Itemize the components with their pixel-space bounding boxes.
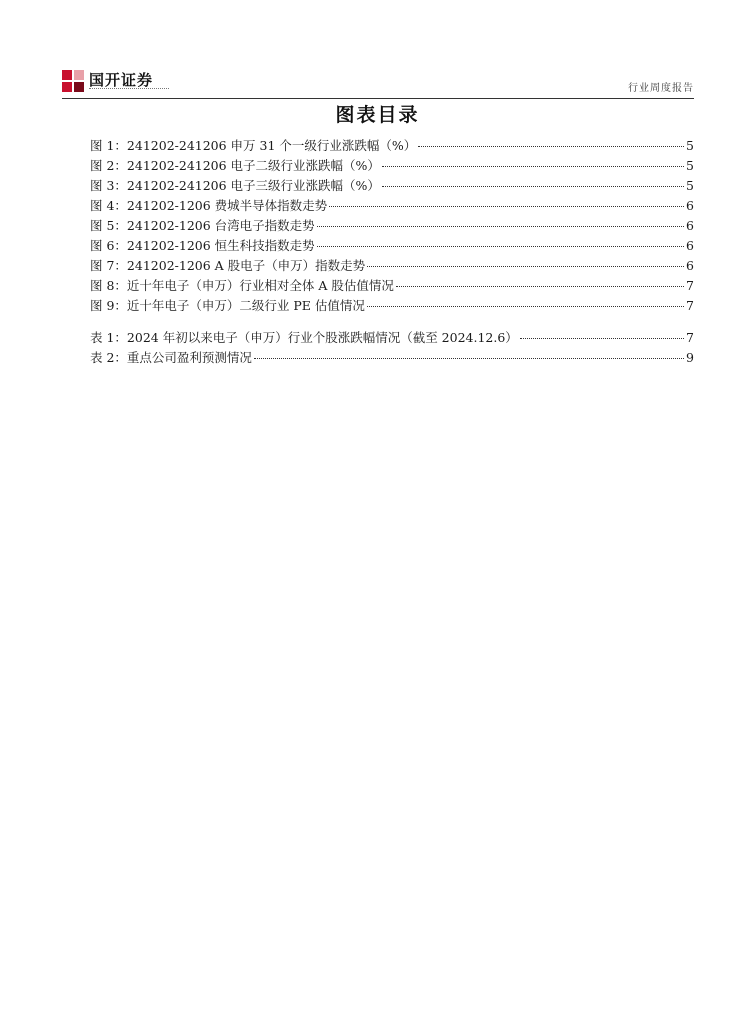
toc-entry-figure-1[interactable]: [90, 136, 694, 156]
toc-entry-label: 图 1：241202-241206 申万 31 个一级行业涨跌幅（%）: [90, 138, 417, 153]
logo-mark-icon: [62, 70, 84, 92]
toc-entry-figure-7[interactable]: [90, 256, 694, 276]
toc-leader-dots: [520, 338, 684, 339]
toc-leader-dots: [396, 286, 684, 287]
toc-leader-dots: [382, 186, 684, 187]
toc-entry-label: 图 5：241202-1206 台湾电子指数走势: [90, 218, 315, 233]
toc-title: 图表目录: [335, 104, 420, 126]
toc-entry-label: 图 9：近十年电子（申万）二级行业 PE 估值情况: [90, 298, 365, 313]
toc-entry-page: 5: [686, 178, 694, 193]
page-header: [62, 66, 694, 99]
toc-entry-figure-9[interactable]: [90, 296, 694, 316]
toc-leader-dots: [367, 306, 684, 307]
toc-leader-dots: [254, 358, 684, 359]
table-of-figures: [90, 136, 694, 368]
toc-entry-page: 7: [686, 298, 694, 313]
toc-entry-page: 7: [686, 278, 694, 293]
toc-leader-dots: [367, 266, 684, 267]
toc-entry-figure-8[interactable]: [90, 276, 694, 296]
toc-entry-page: 9: [686, 350, 694, 365]
toc-entry-page: 5: [686, 138, 694, 153]
toc-entry-figure-3[interactable]: [90, 176, 694, 196]
toc-leader-dots: [382, 166, 684, 167]
toc-entry-page: 6: [686, 198, 694, 213]
toc-section-gap: [90, 316, 694, 328]
report-type: 行业周度报告: [628, 83, 694, 94]
toc-leader-dots: [317, 246, 684, 247]
toc-entry-label: 图 2：241202-241206 电子二级行业涨跌幅（%）: [90, 158, 380, 173]
toc-entry-label: 图 3：241202-241206 电子三级行业涨跌幅（%）: [90, 178, 380, 193]
toc-leader-dots: [329, 206, 684, 207]
toc-entry-label: 图 4：241202-1206 费城半导体指数走势: [90, 198, 328, 213]
toc-entry-figure-2[interactable]: [90, 156, 694, 176]
toc-entry-label: 图 6：241202-1206 恒生科技指数走势: [90, 238, 315, 253]
toc-entry-label: 表 1：2024 年初以来电子（申万）行业个股涨跌幅情况（截至 2024.12.6）: [90, 330, 518, 345]
toc-entry-figure-5[interactable]: [90, 216, 694, 236]
company-name: 国开证券: [89, 71, 154, 89]
toc-entry-page: 6: [686, 258, 694, 273]
toc-entry-label: 表 2：重点公司盈利预测情况: [90, 350, 252, 365]
toc-entry-page: 6: [686, 238, 694, 253]
toc-entry-page: 6: [686, 218, 694, 233]
toc-entry-label: 图 8：近十年电子（申万）行业相对全体 A 股估值情况: [90, 278, 394, 293]
company-logo: [62, 68, 172, 94]
toc-entry-figure-6[interactable]: [90, 236, 694, 256]
toc-entry-figure-4[interactable]: [90, 196, 694, 216]
toc-leader-dots: [418, 146, 684, 147]
toc-entry-page: 7: [686, 330, 694, 345]
logo-subline: [89, 88, 169, 91]
toc-entry-table-2[interactable]: [90, 348, 694, 368]
toc-entry-label: 图 7：241202-1206 A 股电子（申万）指数走势: [90, 258, 366, 273]
toc-entry-page: 5: [686, 158, 694, 173]
toc-leader-dots: [317, 226, 684, 227]
toc-entry-table-1[interactable]: [90, 328, 694, 348]
